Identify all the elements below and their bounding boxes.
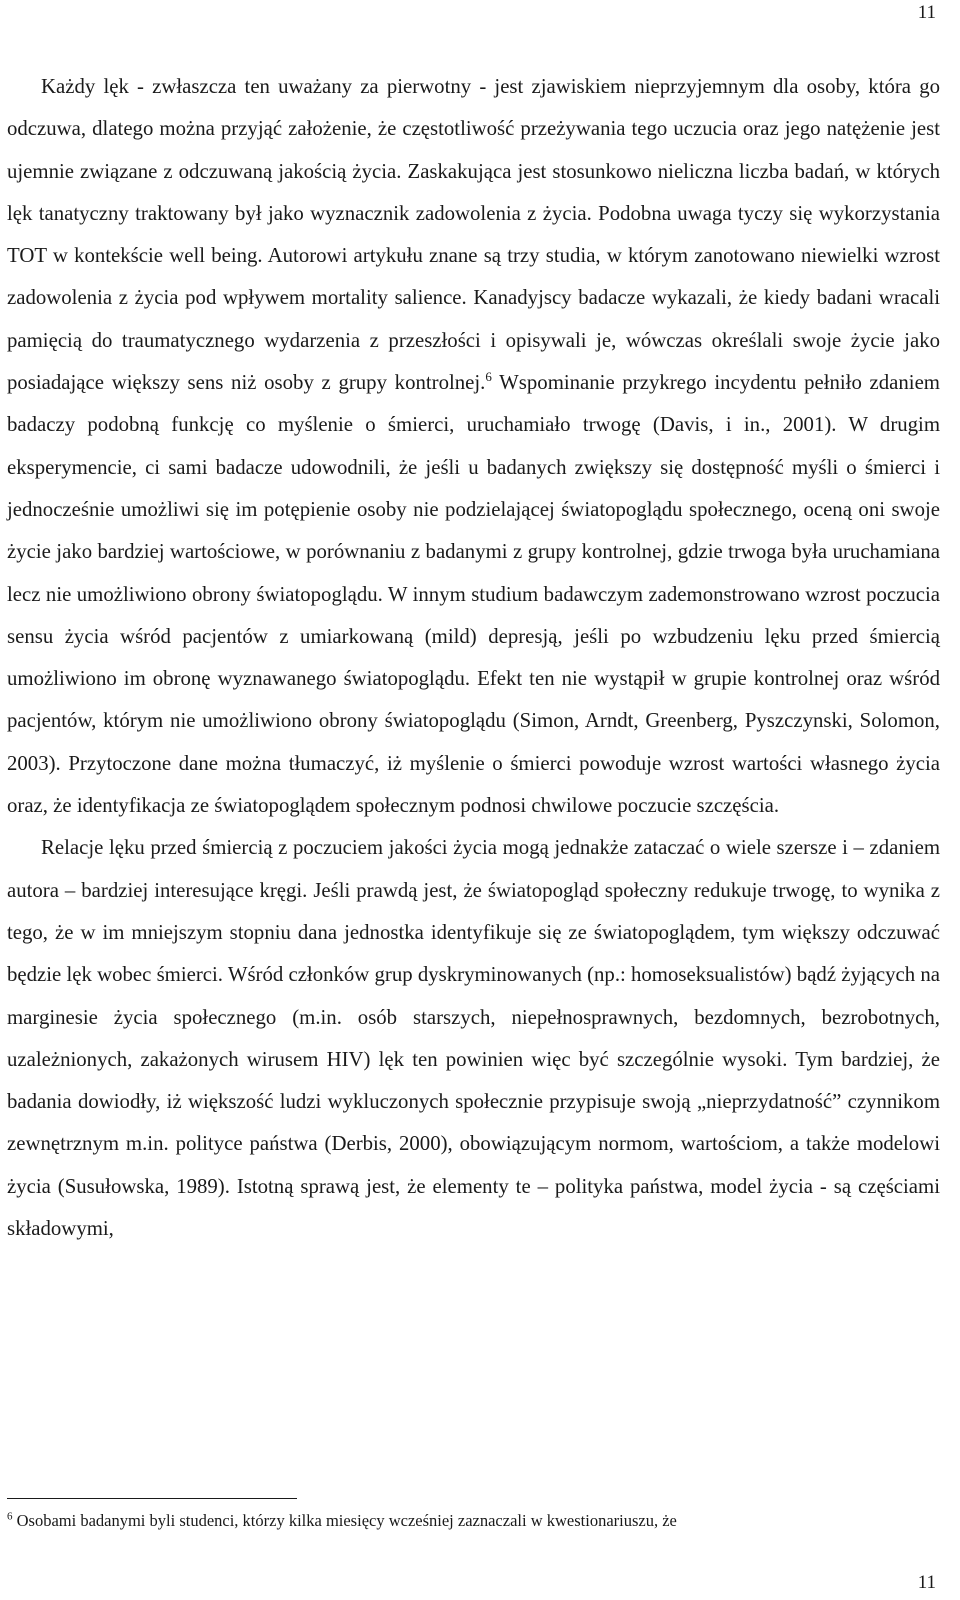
- footnote-marker: 6: [7, 1510, 13, 1523]
- body-text: [7, 66, 940, 1250]
- paragraph-1-text-a: Każdy lęk - zwłaszcza ten uważany za pierwotny - jest zjawiskiem nieprzyjemnym dla osoby, która go odczuwa, dlatego można przyjąć założenie, że częstotliwość przeżywania tego uczucia oraz jego natężenie jest ujemnie związane z odczuwaną jakością życia. Zaskakująca jest stosunkowo nieliczna liczba badań, w których lęk tanatyczny traktowany był jako wyznacznik zadowolenia z życia. Podobna uwaga tyczy się wykorzystania TOT w kontekście well being. Autorowi artykułu znane są trzy studia, w którym zanotowano niewielki wzrost zadowolenia z życia pod wpływem mortality salience. Kanadyjscy badacze wykazali, że kiedy badani wracali pamięcią do traumatycznego wydarzenia z przeszłości i opisywali je, wówczas określali swoje życie jako posiadające większy sens niż osoby z grupy kontrolnej.: [7, 75, 940, 395]
- footnote-reference[interactable]: 6: [485, 369, 492, 385]
- paragraph-1: [7, 66, 940, 827]
- paragraph-2: Relacje lęku przed śmiercią z poczuciem jakości życia mogą jednakże zataczać o wiele szersze i – zdaniem autora – bardziej interesujące kręgi. Jeśli prawdą jest, że światopogląd społeczny redukuje trwogę, to wynika z tego, że w im mniejszym stopniu dana jednostka identyfikuje się ze światopoglądem, tym większy odczuwać będzie lęk wobec śmierci. Wśród członków grup dyskryminowanych (np.: homoseksualistów) bądź żyjących na marginesie życia społecznego (m.in. osób starszych, niepełnosprawnych, bezdomnych, bezrobotnych, uzależnionych, zakażonych wirusem HIV) lęk ten powinien więc być szczególnie wysoki. Tym bardziej, że badania dowiodły, iż większość ludzi wykluczonych społecznie przypisuje swoją „nieprzydatność” czynnikom zewnętrznym m.in. polityce państwa (Derbis, 2000), obowiązującym normom, wartościom, a także modelowi życia (Susułowska, 1989). Istotną sprawą jest, że elementy te – polityka państwa, model życia - są częściami składowymi,: [7, 836, 940, 1241]
- footnote-text: Osobami badanymi byli studenci, którzy kilka miesięcy wcześniej zaznaczali w kwestionariuszu, że: [12, 1511, 677, 1530]
- paragraph-1-text-b: Wspominanie przykrego incydentu pełniło zdaniem badaczy podobną funkcję co myślenie o śmierci, uruchamiało trwogę (Davis, i in., 2001). W drugim eksperymencie, ci sami badacze udowodnili, że jeśli u badanych zwiększy się dostępność myśli o śmierci i jednocześnie umożliwi się im potępienie osoby nie podzielającej światopoglądu społecznego, oceną oni swoje życie jako bardziej wartościowe, w porównaniu z badanymi z grupy kontrolnej, gdzie trwoga była uruchamiana lecz nie umożliwiono obrony światopoglądu. W innym studium badawczym zademonstrowano wzrost poczucia sensu życia wśród pacjentów z umiarkowaną (mild) depresją, jeśli po wzbudzeniu lęku przed śmiercią umożliwiono im obronę wyznawanego światopoglądu. Efekt ten nie wystąpił w grupie kontrolnej oraz wśród pacjentów, którym nie umożliwiono obrony światopoglądu (Simon, Arndt, Greenberg, Pyszczynski, Solomon, 2003). Przytoczone dane można tłumaczyć, iż myślenie o śmierci powoduje wzrost wartości własnego życia oraz, że identyfikacja ze światopoglądem społecznym podnosi chwilowe poczucie szczęścia.: [7, 371, 940, 818]
- footnote: [7, 1510, 940, 1532]
- page-number-top: 11: [917, 2, 936, 23]
- footnote-separator: [7, 1498, 297, 1499]
- page-number-bottom: 11: [917, 1572, 936, 1593]
